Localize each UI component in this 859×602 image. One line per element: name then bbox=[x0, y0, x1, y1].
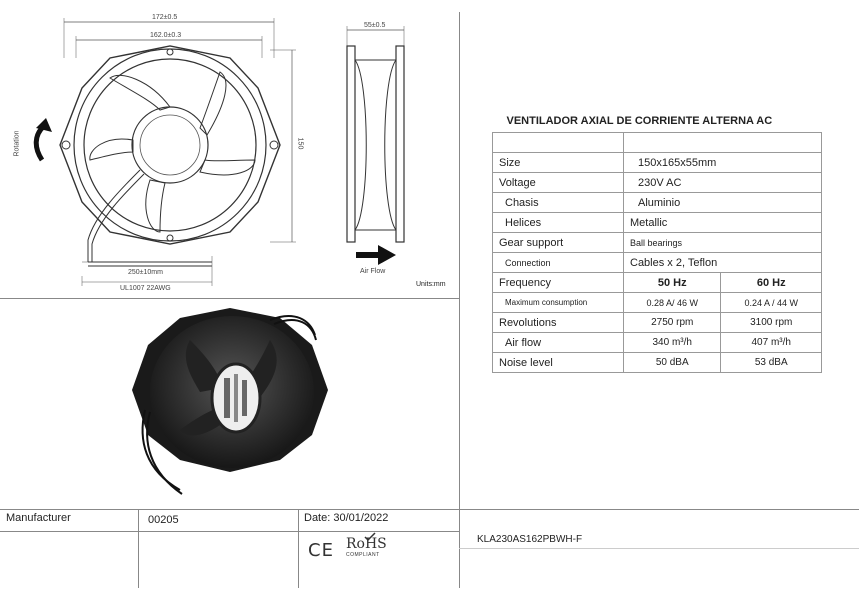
size-label: Size bbox=[493, 153, 624, 173]
fan-technical-drawing bbox=[0, 0, 459, 298]
gear-label: Gear support bbox=[493, 233, 624, 253]
dim-height: 150 bbox=[296, 137, 304, 150]
footer-mid-line bbox=[0, 531, 459, 532]
consumption-50: 0.28 A/ 46 W bbox=[624, 293, 721, 313]
footer-divider-2 bbox=[298, 509, 299, 588]
revolutions-60: 3100 rpm bbox=[721, 313, 822, 333]
noise-50: 50 dBA bbox=[624, 353, 721, 373]
part-number: KLA230AS162PBWH-F bbox=[477, 534, 583, 545]
revolutions-label: Revolutions bbox=[493, 313, 624, 333]
rohs-sub: COMPLIANT bbox=[346, 552, 380, 558]
manufacturer-label: Manufacturer bbox=[6, 512, 71, 524]
size-value: 150x165x55mm bbox=[624, 153, 822, 173]
chasis-value: Aluminio bbox=[624, 193, 822, 213]
table-row bbox=[493, 273, 822, 293]
manufacturer-code: 00205 bbox=[148, 514, 179, 526]
rohs-text: RoHS bbox=[346, 536, 387, 552]
airflow-label: Air Flow bbox=[360, 268, 386, 275]
footer-divider-1 bbox=[138, 509, 139, 588]
drawing-bottom-line bbox=[0, 298, 459, 299]
dim-depth: 55±0.5 bbox=[364, 22, 386, 29]
dim-width-outer: 172±0.5 bbox=[152, 14, 178, 21]
fan-photo bbox=[120, 300, 350, 505]
dim-width-inner: 162.0±0.3 bbox=[150, 32, 182, 39]
airflow-row-label: Air flow bbox=[493, 333, 624, 353]
table-row bbox=[493, 253, 822, 273]
connection-value: Cables x 2, Teflon bbox=[624, 253, 822, 273]
table-row bbox=[493, 233, 822, 253]
footer-top-line bbox=[0, 509, 859, 510]
units-label: Units:mm bbox=[416, 281, 446, 288]
consumption-60: 0.24 A / 44 W bbox=[721, 293, 822, 313]
helices-value: Metallic bbox=[624, 213, 822, 233]
document-date: Date: 30/01/2022 bbox=[304, 512, 389, 524]
airflow-50: 340 m³/h bbox=[624, 333, 721, 353]
table-row bbox=[493, 173, 822, 193]
table-row bbox=[493, 333, 822, 353]
table-row bbox=[493, 313, 822, 333]
table-row bbox=[493, 193, 822, 213]
freq-50: 50 Hz bbox=[624, 273, 721, 293]
revolutions-50: 2750 rpm bbox=[624, 313, 721, 333]
table-row bbox=[493, 213, 822, 233]
table-row bbox=[493, 353, 822, 373]
rotation-label: Rotation bbox=[13, 130, 21, 157]
noise-label: Noise level bbox=[493, 353, 624, 373]
spec-table bbox=[492, 110, 822, 373]
checkmark-icon bbox=[364, 532, 376, 542]
voltage-label: Voltage bbox=[493, 173, 624, 193]
voltage-value: 230V AC bbox=[624, 173, 822, 193]
helices-label: Helices bbox=[493, 213, 624, 233]
consumption-label: Maximum consumption bbox=[493, 293, 624, 313]
table-row bbox=[493, 293, 822, 313]
cable-spec: UL1007 22AWG bbox=[120, 285, 171, 292]
right-footer-line bbox=[459, 548, 859, 549]
ce-mark-icon: CE bbox=[308, 540, 334, 561]
vertical-divider bbox=[459, 12, 460, 588]
freq-60: 60 Hz bbox=[721, 273, 822, 293]
dim-cable: 250±10mm bbox=[128, 269, 163, 276]
airflow-60: 407 m³/h bbox=[721, 333, 822, 353]
table-row bbox=[493, 153, 822, 173]
noise-60: 53 dBA bbox=[721, 353, 822, 373]
chasis-label: Chasis bbox=[493, 193, 624, 213]
connection-label: Connection bbox=[493, 253, 624, 273]
spec-title: VENTILADOR AXIAL DE CORRIENTE ALTERNA AC bbox=[493, 110, 822, 133]
gear-value: Ball bearings bbox=[624, 233, 822, 253]
frequency-label: Frequency bbox=[493, 273, 624, 293]
table-row bbox=[493, 133, 822, 153]
